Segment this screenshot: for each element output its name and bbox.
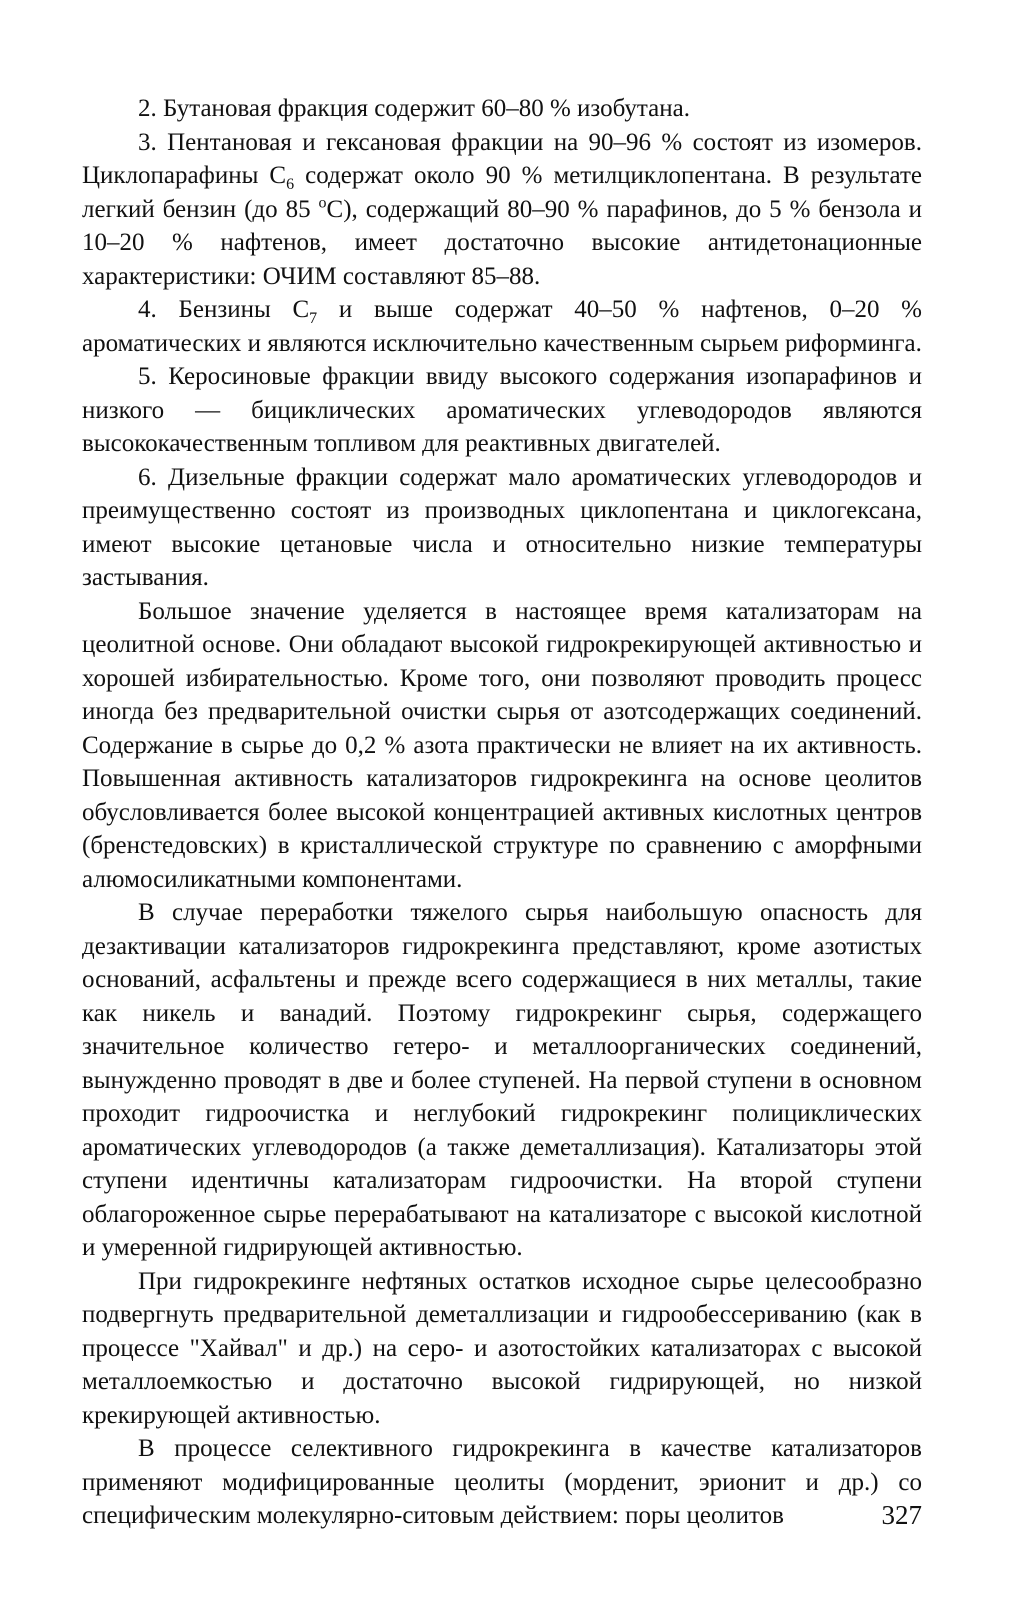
paragraph-diesel-fractions: 6. Дизельные фракции содержат мало ароматических углеводородов и преимущественно состоят из производных циклопентана и циклогексана, имеют высокие цетановые числа и относительно низкие температуры застывания. bbox=[82, 463, 922, 591]
text-run: С), содержащий 80–90 % парафинов, до 5 % бензола и 10–20 % нафтенов, имеет достаточно высокие антидетонационные характеристики: ОЧИМ составляют 85–88. bbox=[82, 195, 922, 290]
paragraph-selective-hydrocracking: В процессе селективного гидрокрекинга в качестве катализаторов применяют модифицированные цеолиты (морденит, эрионит и др.) со специфическим молекулярно-ситовым действием: поры цеолитов bbox=[82, 1435, 922, 1529]
page-body bbox=[82, 92, 922, 1533]
paragraph-heavy-feed-processing: В случае переработки тяжелого сырья наибольшую опасность для дезактивации катализаторов гидрокрекинга представляют, кроме азотистых оснований, асфальтены и прежде всего содержащиеся в них металлы, такие как никель и ванадий. Поэтому гидрокрекинг сырья, содержащего значительное количество гетеро- и металлоорганических соединений, вынужденно проводят в две и более ступеней. На первой ступени в основном проходит гидроочистка и неглубокий гидрокрекинг полициклических ароматических углеводородов (а также деметаллизация). Катализаторы этой ступени идентичны катализаторам гидроочистки. На второй ступени облагороженное сырье перерабатывают на катализаторе с высокой кислотной и умеренной гидрирующей активностью. bbox=[82, 899, 922, 1261]
paragraph-zeolite-catalysts: Большое значение уделяется в настоящее время катализаторам на цеолитной основе. Они обладают высокой гидрокрекирующей активностью и хорошей избирательностью. Кроме того, они позволяют проводить процесс иногда без предварительной очистки сырья от азотсодержащих соединений. Содержание в сырье до 0,2 % азота практически не влияет на их активность. Повышенная активность катализаторов гидрокрекинга на основе цеолитов обусловливается более высокой концентрацией активных кислотных центров (бренстедовских) в кристаллической структуре по сравнению с аморфными алюмосиликатными компонентами. bbox=[82, 597, 922, 893]
page-number: 327 bbox=[881, 1500, 922, 1530]
subscript-index: 6 bbox=[286, 176, 295, 193]
text-run: содержат около 90 % метилциклопентана. В результате легкий бензин (до 85 bbox=[82, 162, 922, 223]
paragraph-butane-fraction: 2. Бутановая фракция содержит 60–80 % изобутана. bbox=[138, 95, 690, 122]
paragraph-c7-gasolines bbox=[82, 293, 922, 360]
paragraph-kerosene-fractions: 5. Керосиновые фракции ввиду высокого содержания изопарафинов и низкого — бициклических ароматических углеводородов являются высококачественным топливом для реактивных двигателей. bbox=[82, 363, 922, 457]
paragraph-pentane-hexane-fractions bbox=[82, 126, 922, 294]
degree-superscript: о bbox=[318, 194, 327, 212]
text-run: и выше содержат 40–50 % нафтенов, 0–20 % ароматических и являются исключительно качественным сырьем риформинга. bbox=[82, 296, 923, 357]
paragraph-residue-hydrocracking: При гидрокрекинге нефтяных остатков исходное сырье целесообразно подвергнуть предварительной деметаллизации и гидрообессериванию (как в процессе "Хайвал" и др.) на серо- и азотостойких катализаторах с высокой металлоемкостью и достаточно высокой гидрирующей, но низкой крекирующей активностью. bbox=[82, 1267, 922, 1429]
subscript-index: 7 bbox=[309, 310, 318, 327]
text-run: 3. Пентановая и гексановая фракции на 90–96 % состоят из изомеров. Циклопарафины С bbox=[82, 128, 922, 189]
text-run: 4. Бензины С bbox=[138, 296, 310, 323]
